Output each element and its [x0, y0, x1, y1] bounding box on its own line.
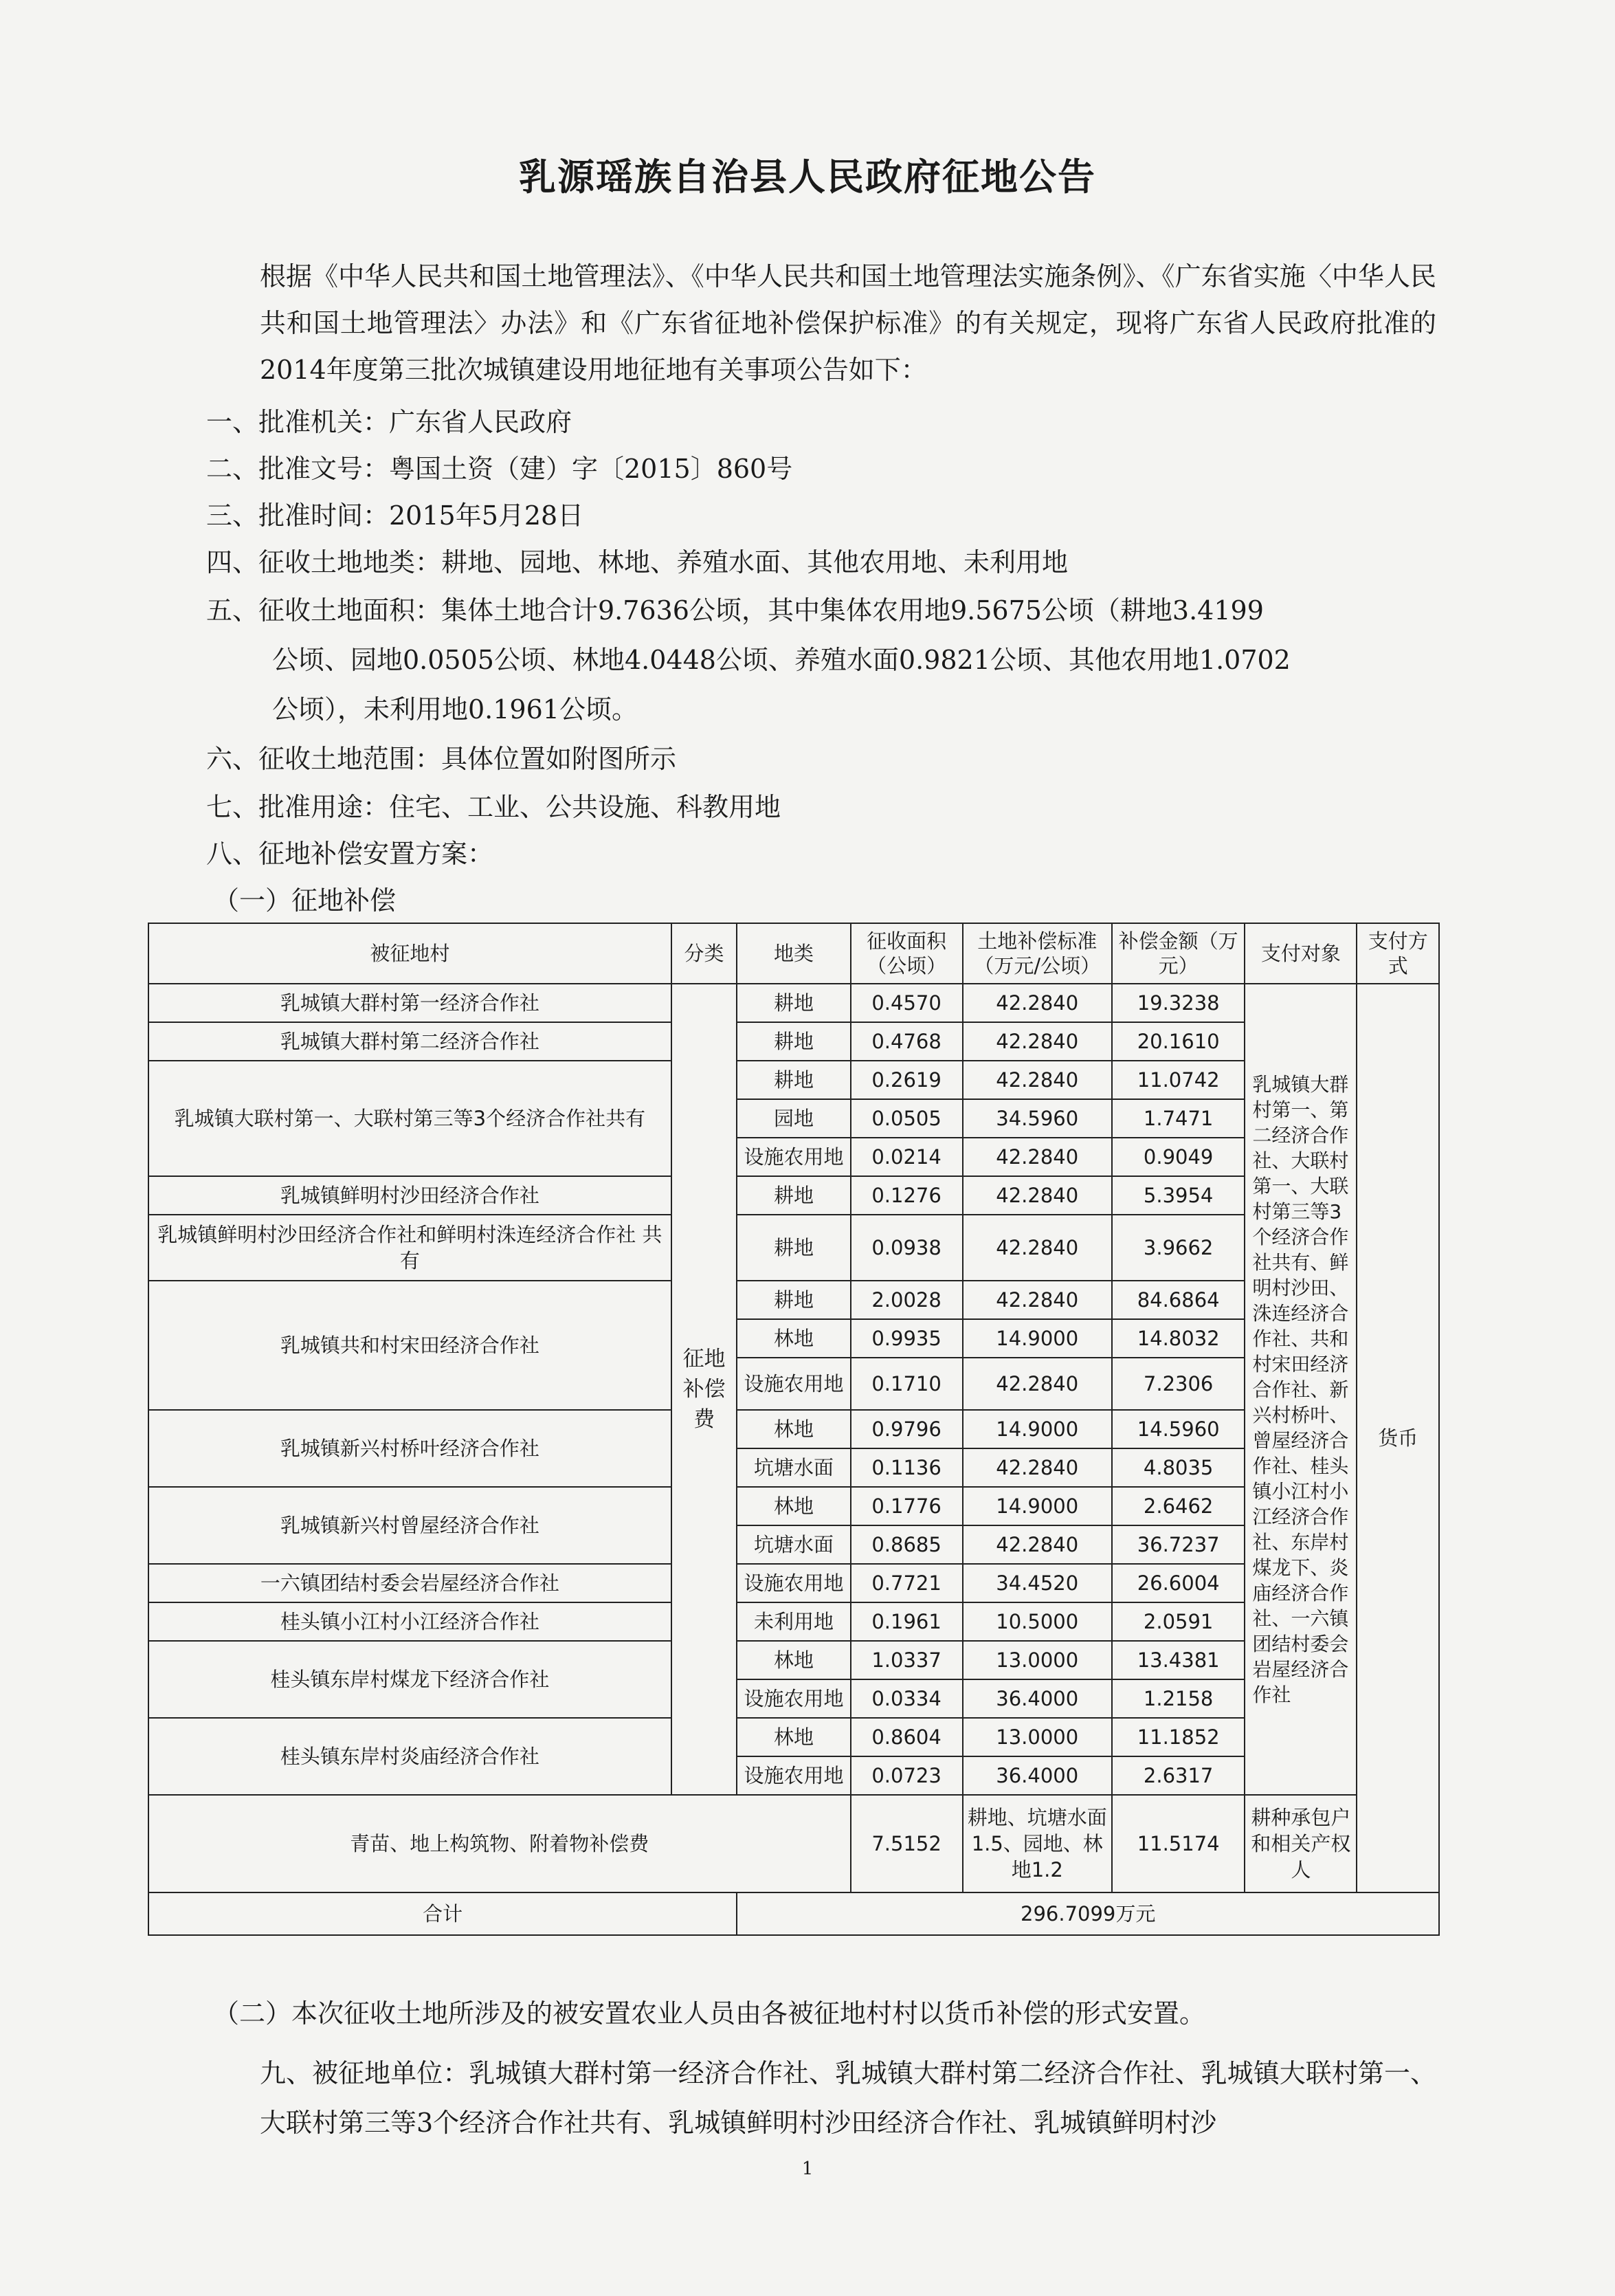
header-payee: 支付对象	[1245, 923, 1357, 984]
standard-cell: 10.5000	[963, 1602, 1112, 1641]
area-cell: 0.0723	[851, 1756, 963, 1795]
item-5-line-1	[206, 587, 1436, 634]
item-2-text: 二、批准文号：粤国土资（建）字〔2015〕860号	[206, 454, 793, 484]
land-type-cell: 林地	[737, 1718, 850, 1756]
amount-cell: 3.9662	[1112, 1215, 1245, 1281]
standard-cell: 42.2840	[963, 1176, 1112, 1215]
land-type-cell: 未利用地	[737, 1602, 850, 1641]
item-6-text: 六、征收土地范围：具体位置如附图所示	[206, 744, 677, 774]
amount-cell: 14.5960	[1112, 1410, 1245, 1448]
category-cell: 征地补偿费	[671, 984, 737, 1795]
amount-cell: 7.2306	[1112, 1358, 1245, 1410]
land-type-cell: 耕地	[737, 1022, 850, 1061]
item-5-line-2	[272, 637, 1440, 683]
total-value-cell: 296.7099万元	[737, 1892, 1439, 1935]
header-village: 被征地村	[148, 923, 671, 984]
area-cell: 0.4768	[851, 1022, 963, 1061]
header-category: 分类	[671, 923, 737, 984]
amount-cell: 36.7237	[1112, 1525, 1245, 1564]
area-cell: 0.1710	[851, 1358, 963, 1410]
land-type-cell: 耕地	[737, 1281, 850, 1319]
header-standard: 土地补偿标准（万元/公顷）	[963, 923, 1112, 984]
page-number: 1	[801, 2159, 814, 2179]
area-cell: 0.9935	[851, 1319, 963, 1358]
standard-cell: 13.0000	[963, 1641, 1112, 1679]
item-3	[206, 492, 1436, 539]
standard-cell: 42.2840	[963, 1358, 1112, 1410]
standard-cell: 42.2840	[963, 1022, 1112, 1061]
village-cell: 桂头镇小江村小江经济合作社	[148, 1602, 671, 1641]
amount-cell: 11.1852	[1112, 1718, 1245, 1756]
sub-heading-1	[213, 877, 1443, 924]
payee-cell: 乳城镇大群村第一、第二经济合作社、大联村第一、大联村第三等3个经济合作社共有、鲜明村沙田、洙连经济合作社、共和村宋田经济合作社、新兴村桥叶、曾屋经济合作社、桂头镇小江村小江经济合作社、东岸村煤龙下、炎庙经济合作社、一六镇团结村委会岩屋经济合作社	[1245, 984, 1357, 1795]
amount-cell: 5.3954	[1112, 1176, 1245, 1215]
amount-cell: 26.6004	[1112, 1564, 1245, 1602]
area-cell: 0.1276	[851, 1176, 963, 1215]
land-type-cell: 林地	[737, 1641, 850, 1679]
area-cell: 0.9796	[851, 1410, 963, 1448]
land-type-cell: 设施农用地	[737, 1358, 850, 1410]
header-area: 征收面积（公顷）	[851, 923, 963, 984]
standard-cell: 42.2840	[963, 1138, 1112, 1176]
area-cell: 0.8685	[851, 1525, 963, 1564]
header-amount: 补偿金额（万元）	[1112, 923, 1245, 984]
area-cell: 0.0214	[851, 1138, 963, 1176]
area-cell: 0.1776	[851, 1487, 963, 1525]
amount-cell: 14.8032	[1112, 1319, 1245, 1358]
item-4-text: 四、征收土地地类：耕地、园地、林地、养殖水面、其他农用地、未利用地	[206, 547, 1069, 577]
standard-cell: 36.4000	[963, 1756, 1112, 1795]
sub-heading-2	[213, 1990, 1443, 2037]
table-header-row	[148, 923, 1439, 984]
intro-text: 根据《中华人民共和国土地管理法》、《中华人民共和国土地管理法实施条例》、《广东省实施〈中华人民共和国土地管理法〉办法》和《广东省征地补偿保护标准》的有关规定，现将广东省人民政府批准的2014年度第三批次城镇建设用地征地有关事项公告如下：	[260, 261, 1436, 385]
item-9-text: 九、被征地单位：乳城镇大群村第一经济合作社、乳城镇大群村第二经济合作社、乳城镇大联村第一、大联村第三等3个经济合作社共有、乳城镇鲜明村沙田经济合作社、乳城镇鲜明村沙	[260, 2058, 1436, 2138]
land-type-cell: 设施农用地	[737, 1756, 850, 1795]
header-land-type: 地类	[737, 923, 850, 984]
village-cell: 乳城镇大群村第一经济合作社	[148, 984, 671, 1022]
crops-standard-cell: 耕地、坑塘水面1.5、园地、林地1.2	[963, 1795, 1112, 1892]
item-1-text: 一、批准机关：广东省人民政府	[206, 407, 572, 437]
area-cell: 0.2619	[851, 1061, 963, 1099]
standard-cell: 14.9000	[963, 1487, 1112, 1525]
area-cell: 0.8604	[851, 1718, 963, 1756]
amount-cell: 20.1610	[1112, 1022, 1245, 1061]
amount-cell: 19.3238	[1112, 984, 1245, 1022]
village-cell: 桂头镇东岸村炎庙经济合作社	[148, 1718, 671, 1795]
method-cell: 货币	[1357, 984, 1439, 1892]
crops-label-cell: 青苗、地上构筑物、附着物补偿费	[148, 1795, 851, 1892]
land-type-cell: 坑塘水面	[737, 1525, 850, 1564]
table-row-crops	[148, 1795, 1439, 1892]
land-type-cell: 耕地	[737, 1061, 850, 1099]
amount-cell: 4.8035	[1112, 1448, 1245, 1487]
standard-cell: 36.4000	[963, 1679, 1112, 1718]
intro-paragraph	[206, 253, 1436, 393]
amount-cell: 1.2158	[1112, 1679, 1245, 1718]
standard-cell: 14.9000	[963, 1410, 1112, 1448]
land-type-cell: 林地	[737, 1410, 850, 1448]
village-cell: 一六镇团结村委会岩屋经济合作社	[148, 1564, 671, 1602]
land-type-cell: 耕地	[737, 1215, 850, 1281]
area-cell: 0.0334	[851, 1679, 963, 1718]
village-cell: 桂头镇东岸村煤龙下经济合作社	[148, 1641, 671, 1718]
amount-cell: 2.0591	[1112, 1602, 1245, 1641]
land-type-cell: 设施农用地	[737, 1679, 850, 1718]
page-title: 乳源瑶族自治县人民政府征地公告	[519, 155, 1096, 199]
village-cell: 乳城镇大群村第二经济合作社	[148, 1022, 671, 1061]
item-7	[206, 784, 1436, 830]
area-cell: 0.1961	[851, 1602, 963, 1641]
sub-heading-1-text: （一）征地补偿	[213, 885, 397, 916]
item-7-text: 七、批准用途：住宅、工业、公共设施、科教用地	[206, 792, 781, 822]
item-8	[206, 830, 1436, 877]
land-type-cell: 林地	[737, 1319, 850, 1358]
item-5-text-3: 公顷），未利用地0.1961公顷。	[272, 694, 638, 725]
amount-cell: 1.7471	[1112, 1099, 1245, 1138]
area-cell: 0.7721	[851, 1564, 963, 1602]
village-cell: 乳城镇鲜明村沙田经济合作社	[148, 1176, 671, 1215]
crops-payee-cell: 耕种承包户和相关产权人	[1245, 1795, 1357, 1892]
item-8-text: 八、征地补偿安置方案：	[206, 839, 494, 869]
village-cell: 乳城镇鲜明村沙田经济合作社和鲜明村洙连经济合作社 共有	[148, 1215, 671, 1281]
area-cell: 2.0028	[851, 1281, 963, 1319]
standard-cell: 42.2840	[963, 1061, 1112, 1099]
item-5-line-3	[272, 686, 1440, 733]
area-cell: 0.1136	[851, 1448, 963, 1487]
standard-cell: 42.2840	[963, 1448, 1112, 1487]
total-label-cell: 合计	[148, 1892, 737, 1935]
standard-cell: 42.2840	[963, 984, 1112, 1022]
land-type-cell: 林地	[737, 1487, 850, 1525]
land-type-cell: 耕地	[737, 1176, 850, 1215]
area-cell: 0.0505	[851, 1099, 963, 1138]
land-type-cell: 设施农用地	[737, 1564, 850, 1602]
item-5-text-1: 五、征收土地面积：集体土地合计9.7636公顷，其中集体农用地9.5675公顷（耕地3.4199	[206, 595, 1264, 626]
standard-cell: 42.2840	[963, 1525, 1112, 1564]
area-cell: 1.0337	[851, 1641, 963, 1679]
compensation-table	[148, 923, 1440, 1936]
amount-cell: 11.0742	[1112, 1061, 1245, 1099]
land-type-cell: 坑塘水面	[737, 1448, 850, 1487]
header-method: 支付方式	[1357, 923, 1439, 984]
standard-cell: 34.5960	[963, 1099, 1112, 1138]
village-cell: 乳城镇大联村第一、大联村第三等3个经济合作社共有	[148, 1061, 671, 1176]
amount-cell: 13.4381	[1112, 1641, 1245, 1679]
land-type-cell: 设施农用地	[737, 1138, 850, 1176]
standard-cell: 14.9000	[963, 1319, 1112, 1358]
standard-cell: 42.2840	[963, 1215, 1112, 1281]
amount-cell: 84.6864	[1112, 1281, 1245, 1319]
village-cell: 乳城镇新兴村桥叶经济合作社	[148, 1410, 671, 1487]
standard-cell: 34.4520	[963, 1564, 1112, 1602]
item-4	[206, 539, 1436, 586]
item-3-text: 三、批准时间：2015年5月28日	[206, 500, 584, 531]
area-cell: 0.0938	[851, 1215, 963, 1281]
village-cell: 乳城镇共和村宋田经济合作社	[148, 1281, 671, 1410]
land-type-cell: 园地	[737, 1099, 850, 1138]
village-cell: 乳城镇新兴村曾屋经济合作社	[148, 1487, 671, 1564]
amount-cell: 2.6317	[1112, 1756, 1245, 1795]
amount-cell: 2.6462	[1112, 1487, 1245, 1525]
area-cell: 0.4570	[851, 984, 963, 1022]
crops-area-cell: 7.5152	[851, 1795, 963, 1892]
item-6	[206, 736, 1436, 782]
table-row-total	[148, 1892, 1439, 1935]
item-9-paragraph	[206, 2049, 1436, 2148]
crops-amount-cell: 11.5174	[1112, 1795, 1245, 1892]
land-type-cell: 耕地	[737, 984, 850, 1022]
item-2	[206, 445, 1436, 492]
standard-cell: 42.2840	[963, 1281, 1112, 1319]
sub-heading-2-text: （二）本次征收土地所涉及的被安置农业人员由各被征地村村以货币补偿的形式安置。	[213, 1998, 1206, 2029]
item-1	[206, 399, 1436, 445]
item-5-text-2: 公顷、园地0.0505公顷、林地4.0448公顷、养殖水面0.9821公顷、其他农用地1.0702	[272, 645, 1291, 675]
amount-cell: 0.9049	[1112, 1138, 1245, 1176]
table-row	[148, 984, 1439, 1022]
standard-cell: 13.0000	[963, 1718, 1112, 1756]
